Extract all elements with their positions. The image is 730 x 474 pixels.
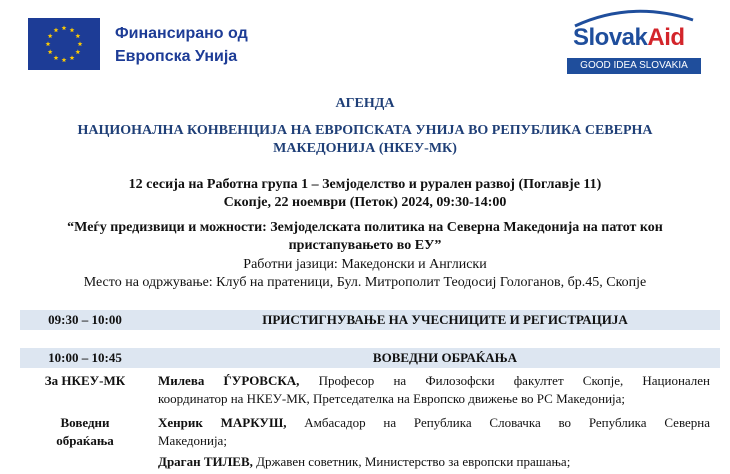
agenda-block-title: ВОВЕДНИ ОБРАЌАЊА [372,350,518,365]
agenda-block-time: 10:00 – 10:45 [48,350,122,365]
agenda-block-time: 09:30 – 10:00 [48,312,122,327]
session-theme [40,219,690,255]
slovakaid-name-part1: Slovak [573,24,648,51]
session-info [40,176,690,212]
speaker-description-line2: Македонија; [158,433,227,448]
speaker-name: Драган ТИЛЕВ, [158,454,253,469]
speaker-name: Хенрик МАРКУШ, [158,415,287,430]
agenda-heading: АГЕНДА [335,96,395,111]
convention-title-line2: МАКЕДОНИЈА (НКЕУ-МК) [273,141,457,156]
eu-funding-line2: Европска Унија [115,48,238,65]
speaker-role: За НКЕУ-МК [44,373,126,388]
eu-flag-icon [28,18,100,70]
convention-title [40,122,690,158]
speaker-entry [158,453,710,471]
agenda-block-title: ПРИСТИГНУВАЊЕ НА УЧЕСНИЦИТЕ И РЕГИСТРАЦИЈА [262,312,628,327]
slovakaid-logo [561,6,701,74]
speaker-description-line1: Професор на Филозофски факултет Скопје, Национален [318,373,711,388]
speaker-role-line1: Воведни [60,415,110,430]
speaker-role [20,414,150,450]
session-languages: Работни јазици: Македонски и Англиски [243,257,487,272]
eu-flag-logo [28,18,100,70]
speaker-description-line1: Амбасадор на Република Словачка во Република Северна [304,415,711,430]
session-theme-line1: “Меѓу предизвици и можности: Земјоделската политика на Северна Македонија на патот кон [67,220,663,235]
session-line1: 12 сесија на Работна група 1 – Земјоделство и рурален развој (Поглавје 11) [128,177,602,192]
speaker-role-line2: обраќања [56,433,114,448]
session-line2: Скопје, 22 ноември (Петок) 2024, 09:30-14:00 [223,195,507,210]
speaker-entry [158,372,710,408]
eu-funding-text [115,22,248,68]
slovakaid-name [573,24,685,52]
slovakaid-name-part2: Aid [647,24,685,51]
eu-funding-line1: Финансирано од [115,25,248,42]
speaker-description-line2: координатор на НКЕУ-МК, Претседателка на Европско движење во РС Македонија; [158,391,626,406]
convention-title-line1: НАЦИОНАЛНА КОНВЕНЦИЈА НА ЕВРОПСКАТА УНИЈА ВО РЕПУБЛИКА СЕВЕРНА [77,123,653,138]
speaker-name: Милева ЃУРОВСКА, [158,373,300,388]
agenda-block-arrival [20,310,720,330]
speaker-entry [158,414,710,450]
agenda-block-opening [20,348,720,368]
slovakaid-tagline: GOOD IDEA SLOVAKIA [567,58,701,74]
session-venue: Место на одржување: Клуб на пратеници, Бул. Митрополит Теодосиј Гологанов, бр.45, Скопје [83,275,647,290]
speaker-description-line1: Државен советник, Министерство за европски прашања; [256,454,571,469]
session-theme-line2: пристапувањето во ЕУ” [288,238,442,253]
